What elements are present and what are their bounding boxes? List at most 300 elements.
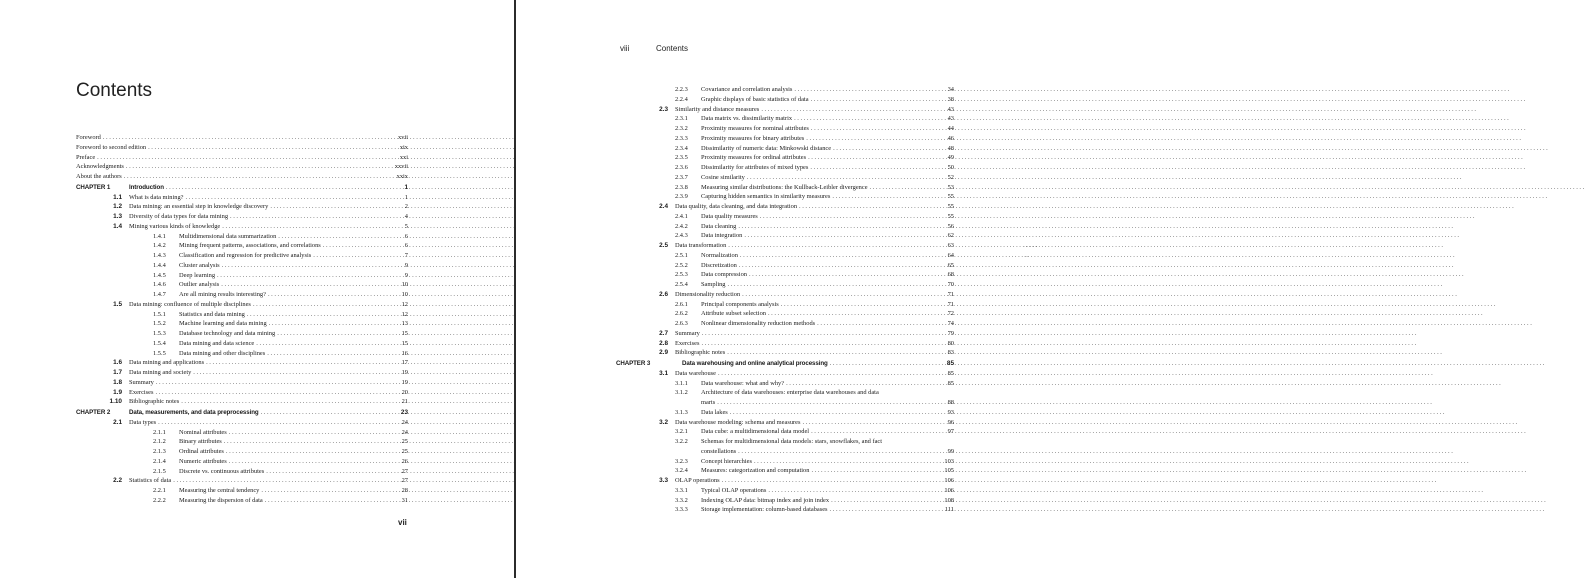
toc-entry-page: xix: [399, 143, 408, 151]
toc-entry-subnumber: 1.4.2: [153, 242, 166, 250]
toc-entry-text: Exercises: [675, 339, 700, 347]
toc-entry-page: 96: [947, 418, 954, 426]
toc-leader-dots: [183, 193, 394, 203]
toc-entry-text: Acknowledgments: [76, 163, 124, 171]
toc-entry-subnumber: 2.3.1: [675, 115, 688, 123]
toc-entry-subnumber: 2.6.2: [675, 310, 688, 318]
toc-entry-subnumber: 3.3.3: [675, 506, 688, 514]
toc-entry-page: 65: [947, 261, 954, 269]
toc-subsection: [616, 231, 954, 241]
toc-entry-subnumber: 2.3.2: [675, 125, 688, 132]
toc-entry-text: 1.4.6 Outlier analysis: [153, 281, 220, 289]
toc-entry-page: 26: [401, 457, 408, 465]
toc-subsection: [616, 261, 954, 271]
toc-subsection: [616, 466, 954, 476]
toc-entry-page: 85: [946, 360, 954, 367]
toc-leader-dots: [809, 466, 940, 476]
toc-entry-text: What is data mining?: [129, 193, 184, 201]
toc-section: [616, 476, 954, 486]
toc-section: [76, 418, 408, 428]
toc-entry-text: 2.2.3 Covariance and correlation analysis: [675, 86, 793, 93]
toc-entry-text: 2.4.1 Data quality measures: [675, 212, 758, 220]
toc-entry-text: Data mining: confluence of multiple disciplines: [129, 300, 251, 308]
toc-section: [616, 105, 954, 115]
toc-front-matter: [76, 172, 408, 182]
toc-entry-page: 6: [404, 232, 408, 240]
toc-leader-dots: [728, 408, 940, 418]
toc-subsection: [76, 457, 408, 467]
toc-leader-dots: [263, 496, 394, 506]
toc-section: [76, 368, 408, 378]
page-title: Contents: [76, 80, 153, 101]
toc-subsection: [76, 319, 408, 329]
toc-entry-number: 2.9: [659, 349, 668, 357]
toc-subsection: [616, 124, 954, 134]
toc-entry-text: 3.2.3 Concept hierarchies: [675, 457, 752, 465]
toc-leader-dots: [758, 212, 940, 222]
toc-entry-text: 2.1.3 Ordinal attributes: [153, 448, 224, 455]
toc-entry-page: 97: [947, 428, 954, 436]
toc-subsection: [616, 319, 954, 329]
toc-entry-subnumber: 2.5.2: [675, 261, 688, 269]
toc-subsection: [76, 349, 408, 359]
toc-subsection: [616, 114, 954, 124]
toc-entry-subnumber: 2.1.2: [153, 438, 166, 446]
toc-entry-text: Data transformation: [675, 242, 727, 249]
toc-entry-page: 15: [401, 339, 408, 347]
toc-entry-page: 43: [947, 115, 954, 123]
toc-subsection: [616, 496, 954, 506]
toc-entry-page: 21: [401, 398, 408, 406]
toc-leader-dots: [311, 251, 394, 261]
toc-entry-subnumber: 1.4.3: [153, 252, 166, 259]
toc-entry-number: 1.1: [113, 193, 122, 201]
toc-leader-dots: [267, 319, 394, 329]
toc-leader-dots: [227, 428, 394, 438]
toc-entry-text: 2.3.7 Cosine similarity: [675, 173, 745, 181]
toc-entry-subnumber: 2.3.7: [675, 173, 688, 181]
toc-subsection: [76, 280, 408, 290]
toc-leader-dots: [742, 231, 940, 241]
toc-entry-page: 56: [947, 222, 954, 230]
toc-entry-text: 1.5.3 Database technology and data mining: [153, 330, 276, 337]
toc-entry-number: 2.6: [659, 290, 668, 298]
toc-section: [76, 388, 408, 398]
toc-leader-dots: [809, 95, 940, 105]
toc-subsection: [76, 290, 408, 300]
toc-entry-text: constellations: [701, 447, 737, 455]
toc-entry-page: 15: [401, 330, 408, 337]
toc-entry-number: 3.1: [659, 369, 668, 377]
toc-entry-page: 48: [947, 144, 954, 152]
toc-entry-page: 25: [401, 448, 408, 455]
toc-leader-dots: [215, 271, 394, 281]
toc-entry-number: 2.7: [659, 329, 668, 337]
toc-entry-page: 52: [947, 173, 954, 181]
toc-entry-subnumber: 2.2.1: [153, 487, 166, 494]
toc-entry-page: 17: [401, 359, 408, 367]
toc-leader-dots: [268, 202, 394, 212]
toc-entry-number: 3.3: [659, 477, 668, 484]
toc-subsection: [76, 486, 408, 496]
toc-entry-page: 6: [404, 242, 408, 250]
toc-entry-subnumber: 2.3.4: [675, 144, 688, 152]
toc-entry-page: xxi: [399, 153, 408, 161]
toc-leader-dots: [154, 378, 394, 388]
toc-section: [76, 202, 408, 212]
toc-chapter: [76, 408, 408, 418]
toc-subsection: [76, 496, 408, 506]
toc-entry-subnumber: 3.1.3: [675, 408, 688, 416]
toc-entry-text: Introduction: [129, 183, 164, 191]
toc-leader-dots: [265, 349, 394, 359]
toc-entry-number: 2.4: [659, 203, 668, 210]
toc-leader-dots: [222, 437, 394, 447]
toc-entry-subnumber: 2.1.5: [153, 467, 166, 475]
toc-entry-number: CHAPTER 2: [76, 409, 111, 416]
toc-entry-line: [616, 388, 954, 398]
toc-entry-number: 1.3: [113, 213, 122, 220]
toc-entry-subnumber: 2.1.1: [153, 428, 166, 436]
toc-entry-text: 2.3.3 Proximity measures for binary attributes: [675, 134, 805, 142]
toc-entry-text: 3.2.4 Measures: categorization and computation: [675, 467, 810, 475]
toc-entry-text: marts: [701, 399, 716, 406]
toc-leader-dots: [321, 241, 394, 251]
toc-entry-number: CHAPTER 1: [76, 183, 111, 191]
toc-entry-page: 10: [401, 291, 408, 298]
toc-entry-text: OLAP operations: [675, 477, 720, 484]
toc-entry-subnumber: 1.5.3: [153, 330, 166, 337]
toc-subsection: [76, 437, 408, 447]
toc-entry-text: 3.1.2 Architecture of data warehouses: enterprise data warehouses and data: [675, 389, 879, 397]
toc-leader-dots: [700, 339, 941, 349]
toc-entry-text: 2.3.2 Proximity measures for nominal attributes: [675, 125, 809, 132]
toc-section: [76, 222, 408, 232]
toc-entry-page: xxvii: [394, 163, 408, 171]
toc-entry-page: 53: [947, 183, 954, 191]
toc-subsection: [616, 163, 954, 173]
toc-entry: [616, 447, 954, 457]
toc-entry-page: xvii: [398, 134, 408, 141]
toc-entry-number: 1.4: [113, 222, 122, 230]
toc-entry-text: 1.4.5 Deep learning: [153, 271, 216, 279]
toc-entry-subnumber: 2.2.4: [675, 95, 688, 103]
toc-leader-dots: [204, 358, 394, 368]
toc-entry-subnumber: 3.2.4: [675, 467, 688, 475]
toc-entry-text: 2.1.1 Nominal attributes: [153, 428, 227, 436]
toc-subsection: [616, 280, 954, 290]
toc-leader-dots: [122, 172, 394, 182]
toc-entry-subnumber: 1.5.2: [153, 320, 166, 328]
toc-entry-subnumber: 3.3.1: [675, 486, 688, 494]
toc-entry-text: 2.6.2 Attribute subset selection: [675, 310, 766, 318]
toc-entry-page: 55: [947, 212, 954, 220]
toc-entry-subnumber: 3.3.2: [675, 496, 688, 504]
toc-entry-page: 85: [947, 369, 954, 377]
toc-entry-number: 1.5: [113, 300, 122, 308]
toc-entry-page: 24: [401, 428, 408, 436]
toc-entry-text: 2.3.6 Dissimilarity for attributes of mixed types: [675, 164, 809, 171]
toc-leader-dots: [266, 290, 394, 300]
toc-entry-text: Diversity of data types for data mining: [129, 213, 229, 220]
toc-entry-page: 19: [401, 369, 408, 376]
toc-entry-text: Similarity and distance measures: [675, 105, 760, 113]
toc-subsection: [616, 212, 954, 222]
toc-subsection: [76, 261, 408, 271]
toc-leader-dots: [191, 368, 394, 378]
toc-entry-page: 85: [947, 379, 954, 387]
toc-section: [616, 369, 954, 379]
toc-subsection: [616, 144, 954, 154]
toc-entry-text: Bibliographic notes: [129, 398, 180, 406]
toc-entry-page: 27: [401, 477, 408, 485]
toc-entry-page: 62: [947, 232, 954, 240]
toc-front-matter: [76, 162, 408, 172]
toc-entry-text: 2.1.2 Binary attributes: [153, 438, 222, 446]
toc-entry-page: 103: [944, 457, 954, 465]
toc-leader-dots: [224, 447, 394, 457]
toc-entry-page: 20: [401, 388, 408, 396]
toc-entry-subnumber: 2.2.3: [675, 86, 688, 93]
toc-entry-page: 88: [947, 399, 954, 406]
toc-section: [76, 193, 408, 203]
toc-entry-text: Foreword: [76, 134, 101, 141]
toc-leader-dots: [146, 143, 394, 153]
toc-entry-text: Bibliographic notes: [675, 349, 726, 357]
toc-entry-text: Foreword to second edition: [76, 143, 147, 151]
running-head-title: Contents: [656, 44, 689, 53]
toc-leader-dots: [792, 114, 940, 124]
toc-subsection: [616, 427, 954, 437]
toc-entry-text: 2.3.4 Dissimilarity of numeric data: Minkowski distance: [675, 144, 832, 152]
toc-entry-page: 46: [947, 134, 954, 142]
toc-entry-text: 2.6.3 Nonlinear dimensionality reduction methods: [675, 320, 816, 327]
toc-leader-dots: [809, 427, 940, 437]
toc-entry-page: 38: [947, 95, 954, 103]
toc-subsection: [76, 271, 408, 281]
toc-entry-line: [616, 437, 954, 447]
toc-entry-number: 1.8: [113, 378, 122, 386]
toc-entry-subnumber: 1.4.7: [153, 291, 166, 298]
toc-leader-dots: [276, 232, 394, 242]
toc-entry-subnumber: 3.1.2: [675, 389, 688, 397]
toc-leader-dots: [251, 300, 394, 310]
toc-subsection: [76, 251, 408, 261]
toc-entry-subnumber: 2.3.6: [675, 164, 688, 171]
toc-entry-page: 93: [947, 408, 954, 416]
toc-entry-page: 4: [404, 213, 408, 220]
toc-section: [76, 212, 408, 222]
toc-list-left: [76, 133, 408, 506]
toc-entry-text: Summary: [129, 378, 154, 386]
toc-leader-dots: [752, 457, 940, 467]
toc-entry-text: 3.1.3 Data lakes: [675, 408, 728, 416]
toc-leader-dots: [738, 251, 940, 261]
toc-entry-subnumber: 2.1.3: [153, 448, 166, 455]
toc-entry-number: 2.8: [659, 339, 668, 347]
toc-leader-dots: [766, 486, 940, 496]
toc-entry-text: Preface: [76, 153, 96, 161]
toc-entry-text: Data types: [129, 418, 157, 426]
toc-entry-text: 2.2.2 Measuring the dispersion of data: [153, 496, 263, 504]
toc-leader-dots: [766, 309, 940, 319]
toc-entry-text: 3.2.1 Data cube: a multidimensional data model: [675, 428, 810, 436]
toc-entry-subnumber: 2.6.3: [675, 320, 688, 327]
toc-entry-page: 79: [947, 329, 954, 337]
toc-list-right: [616, 85, 954, 515]
toc-front-matter: [76, 143, 408, 153]
toc-entry-subnumber: 1.4.1: [153, 232, 166, 240]
toc-subsection: [76, 310, 408, 320]
toc-entry-page: 23: [400, 409, 408, 416]
toc-entry-page: 19: [401, 378, 408, 386]
toc-subsection: [616, 486, 954, 496]
toc-leader-dots: [220, 222, 394, 232]
toc-entry-page: 12: [401, 310, 408, 318]
toc-entry-subnumber: 2.3.8: [675, 183, 688, 191]
toc-entry-text: 1.4.2 Mining frequent patterns, associations, and correlations: [153, 242, 321, 250]
toc-leader-dots: [829, 496, 940, 506]
toc-leader-dots: [275, 329, 394, 339]
toc-leader-dots: [800, 418, 940, 428]
toc-entry-text: 2.5.2 Discretization: [675, 261, 737, 269]
toc-entry-text: 3.2.2 Schemas for multidimensional data models: stars, snowflakes, and fact: [675, 438, 883, 445]
toc-entry-text: Exercises: [129, 388, 154, 396]
toc-leader-dots: [736, 222, 940, 232]
toc-leader-dots: [715, 398, 940, 408]
toc-entry-subnumber: 3.2.2: [675, 438, 688, 445]
toc-entry-text: 2.6.1 Principal components analysis: [675, 300, 779, 308]
toc-entry-page: 44: [947, 125, 954, 132]
toc-entry-page: 43: [947, 105, 954, 113]
toc-entry-subnumber: 2.3.5: [675, 154, 688, 162]
toc-subsection: [616, 192, 954, 202]
toc-subsection: [616, 270, 954, 280]
toc-entry-text: Mining various kinds of knowledge: [129, 222, 221, 230]
toc-entry-subnumber: 2.1.4: [153, 457, 166, 465]
toc-leader-dots: [736, 447, 940, 457]
toc-entry-text: 1.5.2 Machine learning and data mining: [153, 320, 267, 328]
toc-entry-number: 3.2: [659, 418, 668, 426]
toc-entry-page: 106: [944, 486, 954, 494]
toc-front-matter: [76, 133, 408, 143]
toc-leader-dots: [726, 241, 940, 251]
toc-leader-dots: [808, 163, 940, 173]
toc-entry-subnumber: 2.5.1: [675, 251, 688, 259]
toc-entry-page: 106: [944, 477, 954, 484]
toc-subsection: [616, 183, 954, 193]
toc-entry-page: 68: [947, 271, 954, 279]
toc-entry-text: Dimensionality reduction: [675, 290, 741, 298]
toc-entry-subnumber: 1.4.4: [153, 261, 166, 269]
toc-leader-dots: [154, 388, 395, 398]
toc-section: [616, 241, 954, 251]
toc-entry-subnumber: 2.4.3: [675, 232, 688, 240]
toc-entry-text: Data warehouse: [675, 369, 716, 377]
toc-leader-dots: [797, 202, 940, 212]
toc-leader-dots: [745, 173, 940, 183]
toc-leader-dots: [815, 319, 940, 329]
toc-entry-subnumber: 1.4.5: [153, 271, 166, 279]
toc-leader-dots: [124, 162, 394, 172]
toc-leader-dots: [227, 457, 394, 467]
toc-section: [616, 418, 954, 428]
toc-entry-page: 83: [947, 349, 954, 357]
toc-entry-text: Statistics of data: [129, 477, 172, 485]
toc-leader-dots: [156, 418, 394, 428]
toc-entry-text: 2.3.5 Proximity measures for ordinal attributes: [675, 154, 807, 162]
toc-entry-subnumber: 3.1.1: [675, 379, 688, 387]
toc-section: [616, 348, 954, 358]
toc-entry-text: 2.5.1 Normalization: [675, 251, 738, 259]
toc-entry-text: 2.4.3 Data integration: [675, 232, 743, 240]
toc-leader-dots: [792, 85, 940, 95]
toc-entry-text: 2.4.2 Data cleaning: [675, 222, 737, 230]
toc-entry: [616, 398, 954, 408]
toc-entry-text: 2.2.4 Graphic displays of basic statistics of data: [675, 95, 809, 103]
toc-entry-page: 55: [947, 193, 954, 201]
toc-entry-page: 10: [401, 281, 408, 289]
toc-entry-page: 12: [401, 300, 408, 308]
toc-section: [616, 202, 954, 212]
toc-entry-page: 13: [401, 320, 408, 328]
toc-entry-page: 31: [401, 496, 408, 504]
toc-entry-page: 99: [947, 447, 954, 455]
toc-chapter: [76, 183, 408, 193]
toc-entry-page: 108: [944, 496, 954, 504]
toc-entry-subnumber: 2.5.4: [675, 281, 688, 288]
toc-entry-number: 1.2: [113, 203, 122, 211]
toc-entry-text: 2.5.4 Sampling: [675, 281, 726, 288]
toc-entry-text: 3.3.1 Typical OLAP operations: [675, 486, 767, 494]
toc-subsection: [616, 505, 954, 515]
toc-entry-page: 25: [401, 438, 408, 446]
toc-front-matter: [76, 153, 408, 163]
toc-entry-page: xxix: [396, 173, 408, 180]
toc-leader-dots: [831, 144, 940, 154]
toc-leader-dots: [726, 280, 941, 290]
toc-entry-text: 1.4.4 Cluster analysis: [153, 261, 220, 269]
toc-entry-number: 2.5: [659, 242, 668, 249]
toc-leader-dots: [95, 153, 394, 163]
toc-entry-subnumber: 1.4.6: [153, 281, 166, 289]
toc-leader-dots: [737, 261, 940, 271]
toc-subsection: [76, 241, 408, 251]
toc-subsection: [76, 329, 408, 339]
toc-subsection: [76, 467, 408, 477]
toc-entry-page: 80: [947, 339, 954, 347]
toc-entry-subnumber: 3.2.3: [675, 457, 688, 465]
toc-entry-page: 28: [401, 487, 408, 494]
toc-section: [616, 290, 954, 300]
toc-leader-dots: [171, 476, 394, 486]
toc-entry-subnumber: 2.2.2: [153, 496, 166, 504]
toc-subsection: [616, 153, 954, 163]
toc-entry-page: 50: [947, 164, 954, 171]
toc-entry-page: 1: [404, 183, 408, 191]
toc-entry-page: 72: [947, 310, 954, 318]
toc-subsection: [76, 428, 408, 438]
toc-leader-dots: [868, 183, 940, 193]
toc-entry-text: 2.1.4 Numeric attributes: [153, 457, 227, 465]
toc-entry-page: 74: [947, 320, 954, 327]
toc-entry-number: 2.1: [113, 418, 122, 426]
toc-entry-subnumber: 1.5.5: [153, 349, 166, 357]
toc-leader-dots: [759, 105, 940, 115]
toc-leader-dots: [806, 153, 940, 163]
toc-chapter: [616, 359, 954, 369]
toc-entry-subnumber: 1.5.4: [153, 339, 166, 347]
